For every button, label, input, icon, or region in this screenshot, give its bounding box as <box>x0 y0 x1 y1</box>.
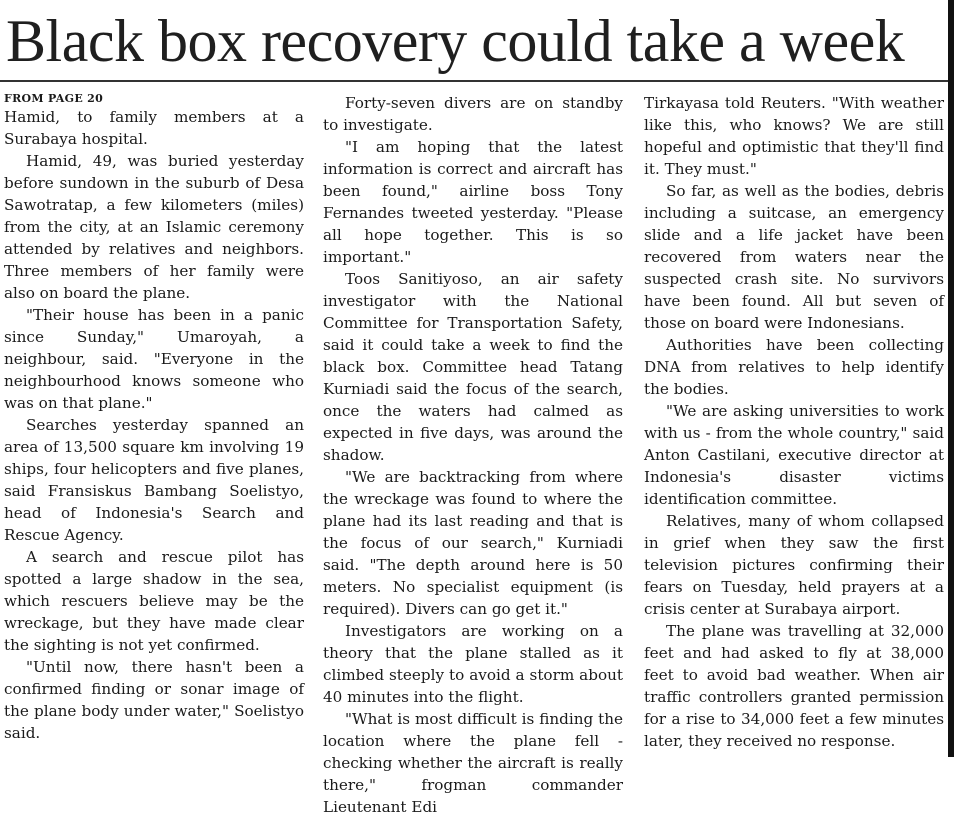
paragraph: Relatives, many of whom collapsed in grief when they saw the first television pictures confirming their fears on Tuesday, held prayers at a crisis center at Surabaya airport. <box>644 512 944 618</box>
paragraph: Searches yesterday spanned an area of 13,500 square km involving 19 ships, four helicopters and five planes, said Fransiskus Bambang Soelistyo, head of Indonesia's Search and Rescue Agency. <box>4 416 304 544</box>
paragraph: Toos Sanitiyoso, an air safety investigator with the National Committee for Transportation Safety, said it could take a week to find the black box. Committee head Tatang Kurniadi said the focus of the search, once the waters had calmed as expected in five days, was around the shadow. <box>323 270 623 464</box>
paragraph: Hamid, 49, was buried yesterday before sundown in the suburb of Desa Sawotratap, a few kilometers (miles) from the city, at an Islamic ceremony attended by relatives and neighbors. Three members of her family were also on board the plane. <box>4 152 304 302</box>
paragraph: "We are backtracking from where the wreckage was found to where the plane had its last reading and that is the focus of our search," Kurniadi said. "The depth around here is 50 meters. No specialist equipment (is required). Divers can go get it." <box>323 468 623 618</box>
paragraph: A search and rescue pilot has spotted a large shadow in the sea, which rescuers believe may be the wreckage, but they have made clear the sighting is not yet confirmed. <box>4 548 304 654</box>
paragraph: Authorities have been collecting DNA from relatives to help identify the bodies. <box>644 336 944 398</box>
paragraph: The plane was travelling at 32,000 feet and had asked to fly at 38,000 feet to avoid bad weather. When air traffic controllers granted permission for a rise to 34,000 feet a few minutes later, they received no response. <box>644 622 944 750</box>
headline: Black box recovery could take a week <box>6 8 905 74</box>
paragraph: So far, as well as the bodies, debris including a suitcase, an emergency slide and a life jacket have been recovered from waters near the suspected crash site. No survivors have been found. All but seven of those on board were Indonesians. <box>644 182 944 332</box>
paragraph: "I am hoping that the latest information is correct and aircraft has been found," airline boss Tony Fernandes tweeted yesterday. "Please all hope together. This is so important." <box>323 138 623 266</box>
paragraph: Forty-seven divers are on standby to investigate. <box>323 94 623 134</box>
paragraph: "Their house has been in a panic since Sunday," Umaroyah, a neighbour, said. "Everyone in the neighbourhood knows someone who was on that plane." <box>4 306 304 412</box>
paragraph: Investigators are working on a theory that the plane stalled as it climbed steeply to avoid a storm about 40 minutes into the flight. <box>323 622 623 706</box>
page-edge <box>948 0 954 757</box>
paragraph: Tirkayasa told Reuters. "With weather like this, who knows? We are still hopeful and optimistic that they'll find it. They must." <box>644 94 944 178</box>
paragraph: "We are asking universities to work with us - from the whole country," said Anton Castilani, executive director at Indonesia's disaster victims identification committee. <box>644 402 944 508</box>
paragraph: Hamid, to family members at a Surabaya hospital. <box>4 108 304 148</box>
paragraph: "Until now, there hasn't been a confirmed finding or sonar image of the plane body under water," Soelistyo said. <box>4 658 304 742</box>
headline-rule <box>0 80 948 82</box>
article-column-1 <box>4 92 304 752</box>
continued-from-label: FROM PAGE 20 <box>4 92 104 105</box>
article-column-2 <box>323 92 623 816</box>
paragraph: "What is most difficult is finding the location where the plane fell - checking whether the aircraft is really there," frogman commander Lieutenant Edi <box>323 710 623 816</box>
article-column-3 <box>644 92 944 752</box>
